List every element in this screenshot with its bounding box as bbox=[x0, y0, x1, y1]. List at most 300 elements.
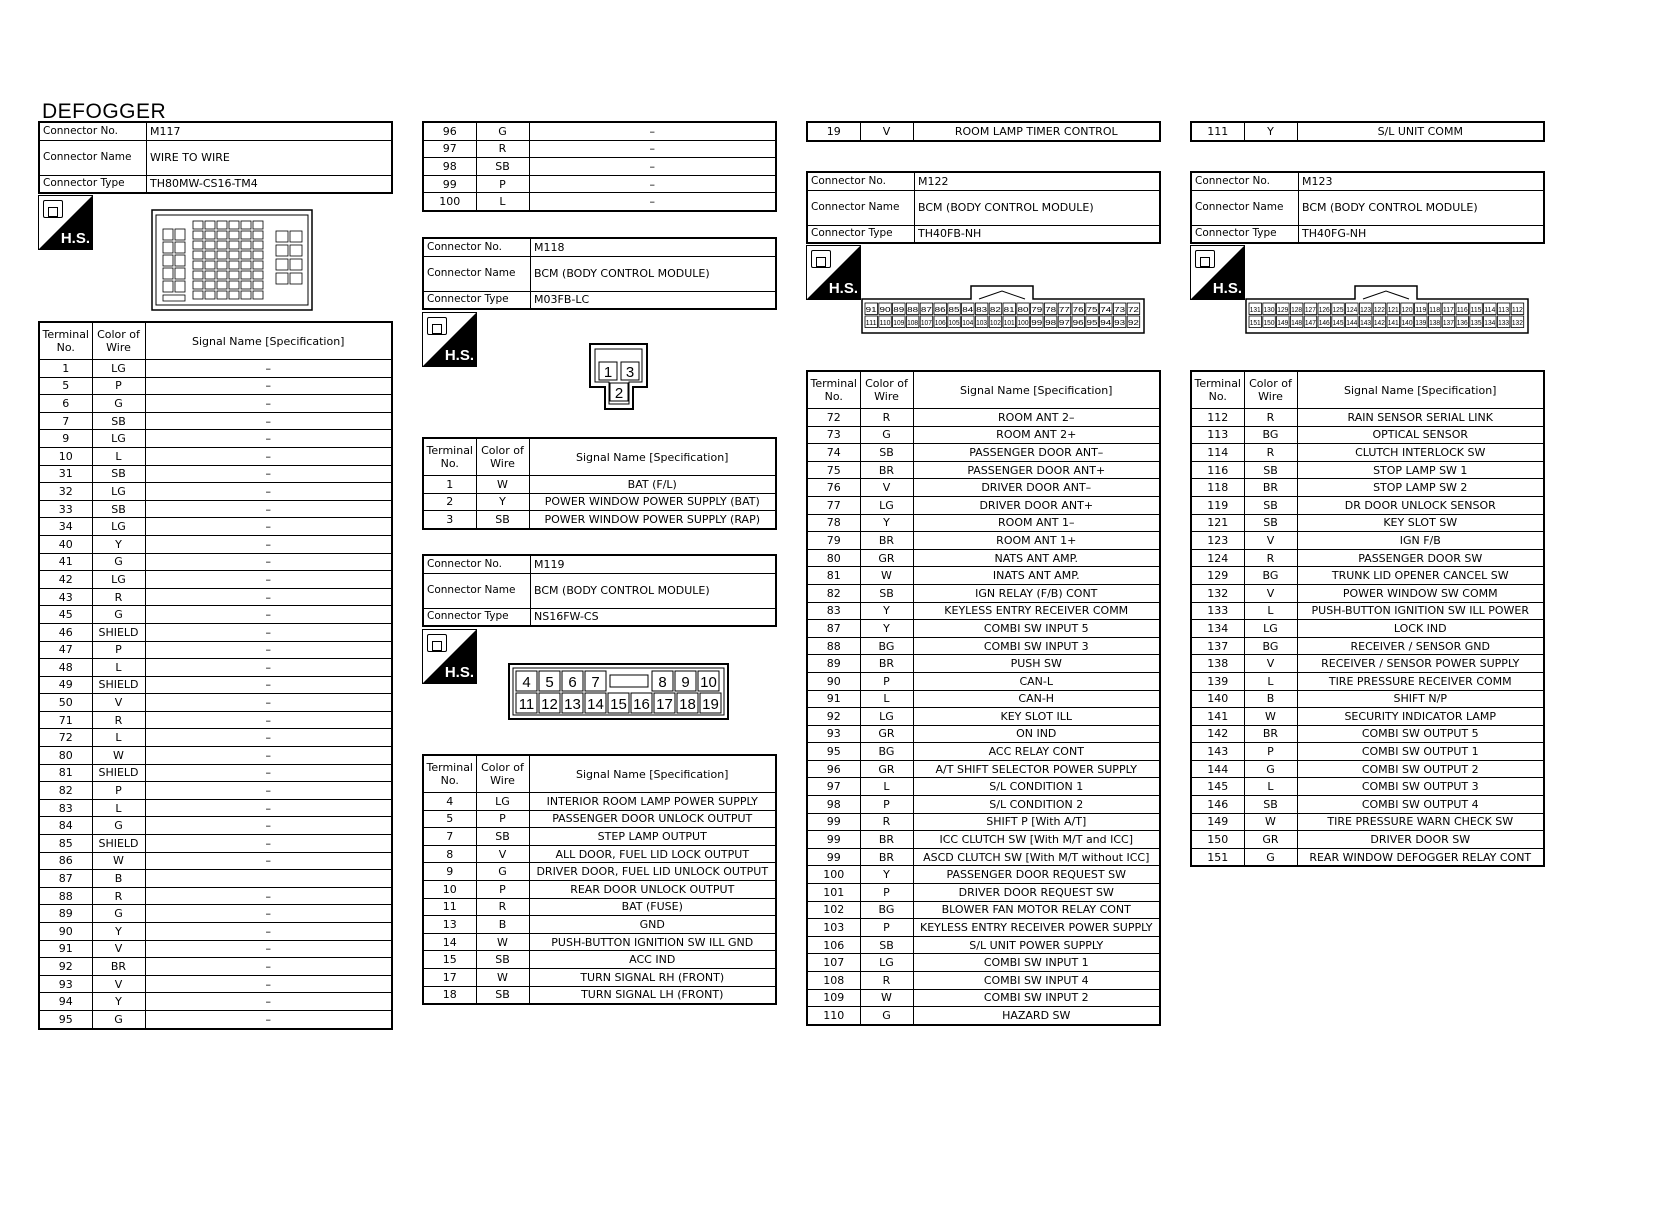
color-cell: R bbox=[476, 140, 529, 158]
signal-cell: – bbox=[145, 887, 392, 905]
table-row bbox=[39, 817, 392, 835]
color-cell: W bbox=[860, 567, 913, 585]
table-row bbox=[1191, 444, 1544, 462]
signal-cell: – bbox=[529, 193, 776, 211]
m122-pin: 100 bbox=[1017, 320, 1029, 327]
table-row bbox=[39, 905, 392, 923]
table-row bbox=[39, 465, 392, 483]
signal-cell: ROOM ANT 2– bbox=[913, 409, 1160, 427]
m123-type: TH40FG-NH bbox=[1299, 225, 1545, 243]
terminal-cell: 8 bbox=[423, 845, 476, 863]
table-row bbox=[1191, 655, 1544, 673]
color-cell: SB bbox=[860, 936, 913, 954]
table-row bbox=[423, 916, 776, 934]
m122-pin: 110 bbox=[879, 320, 891, 327]
m122-pin: 87 bbox=[920, 307, 933, 314]
terminal-cell: 5 bbox=[39, 377, 92, 395]
table-row bbox=[1191, 409, 1544, 427]
m122-pin: 98 bbox=[1045, 320, 1057, 327]
terminal-cell: 32 bbox=[39, 483, 92, 501]
terminal-cell: 89 bbox=[807, 655, 860, 673]
terminal-cell: 81 bbox=[39, 764, 92, 782]
m118-grid bbox=[422, 437, 777, 530]
terminal-cell: 78 bbox=[807, 514, 860, 532]
label-connector-name: Connector Name bbox=[807, 190, 915, 225]
m122-connector-diagram bbox=[861, 285, 1146, 339]
color-cell: BR bbox=[1244, 479, 1297, 497]
terminal-cell: 113 bbox=[1191, 426, 1244, 444]
signal-cell: KEY SLOT ILL bbox=[913, 708, 1160, 726]
signal-cell: ALL DOOR, FUEL LID LOCK OUTPUT bbox=[529, 845, 776, 863]
terminal-cell: 33 bbox=[39, 500, 92, 518]
terminal-cell: 19 bbox=[807, 122, 860, 141]
table-row bbox=[807, 690, 1160, 708]
table-row bbox=[39, 500, 392, 518]
signal-cell: COMBI SW INPUT 5 bbox=[913, 620, 1160, 638]
signal-cell: – bbox=[145, 360, 392, 378]
m123-pin: 121 bbox=[1387, 307, 1399, 314]
m123-pin: 131 bbox=[1249, 307, 1261, 314]
table-row bbox=[807, 584, 1160, 602]
table-row bbox=[423, 951, 776, 969]
signal-cell bbox=[145, 870, 392, 888]
terminal-cell: 41 bbox=[39, 553, 92, 571]
color-cell: P bbox=[860, 884, 913, 902]
color-cell: Y bbox=[860, 866, 913, 884]
header-color: Color of Wire bbox=[860, 371, 913, 409]
m119-no: M119 bbox=[531, 555, 777, 573]
terminal-cell: 9 bbox=[39, 430, 92, 448]
table-row bbox=[1191, 567, 1544, 585]
table-row bbox=[807, 672, 1160, 690]
hs-label: H.S. bbox=[444, 347, 474, 364]
terminal-cell: 1 bbox=[423, 476, 476, 494]
terminal-cell: 141 bbox=[1191, 708, 1244, 726]
signal-cell: ACC IND bbox=[529, 951, 776, 969]
table-row bbox=[39, 782, 392, 800]
color-cell: B bbox=[1244, 690, 1297, 708]
terminal-cell: 138 bbox=[1191, 655, 1244, 673]
label-connector-type: Connector Type bbox=[423, 291, 531, 309]
signal-cell: – bbox=[145, 729, 392, 747]
table-row bbox=[39, 588, 392, 606]
m122-info bbox=[806, 171, 1161, 244]
m117-terminal-table bbox=[38, 321, 393, 1030]
color-cell: BR bbox=[860, 831, 913, 849]
color-cell: LG bbox=[476, 793, 529, 811]
color-cell: LG bbox=[92, 483, 145, 501]
signal-cell: – bbox=[529, 140, 776, 158]
m123-pin: 146 bbox=[1318, 320, 1330, 327]
terminal-cell: 129 bbox=[1191, 567, 1244, 585]
terminal-cell: 4 bbox=[423, 793, 476, 811]
table-row bbox=[807, 655, 1160, 673]
header-color: Color of Wire bbox=[476, 755, 529, 793]
color-cell: V bbox=[92, 694, 145, 712]
table-row bbox=[423, 845, 776, 863]
hs-label: H.S. bbox=[1212, 280, 1242, 297]
terminal-cell: 89 bbox=[39, 905, 92, 923]
signal-cell: COMBI SW OUTPUT 5 bbox=[1297, 725, 1544, 743]
color-cell: L bbox=[1244, 672, 1297, 690]
label-connector-type: Connector Type bbox=[423, 608, 531, 626]
signal-cell: – bbox=[145, 606, 392, 624]
m118-connector-diagram bbox=[589, 343, 649, 415]
m122-pin: 86 bbox=[934, 307, 946, 314]
m122-pin: 99 bbox=[1031, 320, 1043, 327]
terminal-cell: 1 bbox=[39, 360, 92, 378]
color-cell: LG bbox=[1244, 620, 1297, 638]
m123-grid bbox=[1190, 370, 1545, 867]
terminal-cell: 71 bbox=[39, 711, 92, 729]
m122-pin: 109 bbox=[893, 320, 905, 327]
signal-cell: – bbox=[145, 694, 392, 712]
color-cell: GR bbox=[860, 760, 913, 778]
color-cell: V bbox=[1244, 584, 1297, 602]
color-cell: P bbox=[1244, 743, 1297, 761]
m117-name: WIRE TO WIRE bbox=[147, 140, 393, 175]
signal-cell: – bbox=[145, 905, 392, 923]
terminal-cell: 84 bbox=[39, 817, 92, 835]
m122-pin: 80 bbox=[1017, 307, 1029, 314]
m122-no: M122 bbox=[915, 172, 1161, 190]
signal-cell: – bbox=[145, 571, 392, 589]
m117-connector-svg bbox=[151, 209, 314, 311]
table-row bbox=[39, 659, 392, 677]
table-row bbox=[423, 863, 776, 881]
terminal-cell: 91 bbox=[39, 940, 92, 958]
color-cell: V bbox=[860, 479, 913, 497]
table-row bbox=[423, 968, 776, 986]
color-cell: SB bbox=[1244, 796, 1297, 814]
color-cell: P bbox=[92, 782, 145, 800]
table-row bbox=[1191, 122, 1544, 141]
terminal-cell: 132 bbox=[1191, 584, 1244, 602]
terminal-cell: 10 bbox=[39, 447, 92, 465]
header-terminal: Terminal No. bbox=[423, 755, 476, 793]
color-cell: SHIELD bbox=[92, 676, 145, 694]
signal-cell: ASCD CLUTCH SW [With M/T without ICC] bbox=[913, 848, 1160, 866]
color-cell: Y bbox=[92, 923, 145, 941]
m119-pin: 9 bbox=[681, 674, 690, 691]
color-cell: SB bbox=[476, 986, 529, 1004]
table-row bbox=[39, 447, 392, 465]
color-cell: R bbox=[1244, 444, 1297, 462]
terminal-cell: 85 bbox=[39, 835, 92, 853]
signal-cell: SHIFT N/P bbox=[1297, 690, 1544, 708]
table-row bbox=[423, 476, 776, 494]
signal-cell: ROOM ANT 2+ bbox=[913, 426, 1160, 444]
m122-pin: 111 bbox=[865, 320, 877, 327]
m123-pin: 114 bbox=[1484, 307, 1496, 314]
color-cell: W bbox=[860, 989, 913, 1007]
signal-cell: – bbox=[145, 430, 392, 448]
color-cell: V bbox=[92, 940, 145, 958]
hs-icon bbox=[1190, 245, 1245, 300]
hs-icon bbox=[38, 195, 93, 250]
table-row bbox=[39, 641, 392, 659]
m123-pin: 138 bbox=[1429, 320, 1441, 327]
m123-pin: 132 bbox=[1511, 320, 1523, 327]
terminal-cell: 106 bbox=[807, 936, 860, 954]
color-cell: L bbox=[92, 729, 145, 747]
color-cell: G bbox=[92, 606, 145, 624]
signal-cell: STEP LAMP OUTPUT bbox=[529, 828, 776, 846]
m122-pin: 83 bbox=[976, 307, 988, 314]
color-cell: BR bbox=[1244, 725, 1297, 743]
table-row bbox=[39, 535, 392, 553]
table-row bbox=[39, 412, 392, 430]
terminal-cell: 94 bbox=[39, 993, 92, 1011]
signal-cell: GND bbox=[529, 916, 776, 934]
table-row bbox=[423, 122, 776, 140]
color-cell: W bbox=[476, 933, 529, 951]
terminal-cell: 74 bbox=[807, 444, 860, 462]
signal-cell: – bbox=[145, 676, 392, 694]
color-cell: SB bbox=[860, 584, 913, 602]
color-cell: LG bbox=[92, 360, 145, 378]
m119-pin: 8 bbox=[658, 674, 667, 691]
terminal-cell: 91 bbox=[807, 690, 860, 708]
terminal-cell: 83 bbox=[807, 602, 860, 620]
color-cell: L bbox=[1244, 602, 1297, 620]
header-color: Color of Wire bbox=[476, 438, 529, 476]
color-cell: SB bbox=[476, 951, 529, 969]
signal-cell: COMBI SW OUTPUT 4 bbox=[1297, 796, 1544, 814]
signal-cell: REAR WINDOW DEFOGGER RELAY CONT bbox=[1297, 848, 1544, 866]
color-cell: W bbox=[1244, 708, 1297, 726]
table-row bbox=[1191, 584, 1544, 602]
terminal-cell: 81 bbox=[807, 567, 860, 585]
table-row bbox=[423, 793, 776, 811]
color-cell: V bbox=[1244, 532, 1297, 550]
signal-cell: CAN-H bbox=[913, 690, 1160, 708]
signal-cell: COMBI SW OUTPUT 3 bbox=[1297, 778, 1544, 796]
terminal-cell: 72 bbox=[807, 409, 860, 427]
label-connector-no: Connector No. bbox=[807, 172, 915, 190]
table-row bbox=[807, 972, 1160, 990]
color-cell: SHIELD bbox=[92, 623, 145, 641]
header-signal: Signal Name [Specification] bbox=[529, 755, 776, 793]
color-cell: SB bbox=[92, 500, 145, 518]
terminal-cell: 116 bbox=[1191, 461, 1244, 479]
terminal-cell: 45 bbox=[39, 606, 92, 624]
table-row bbox=[1191, 602, 1544, 620]
table-row bbox=[1191, 637, 1544, 655]
m122-grid bbox=[806, 370, 1161, 1026]
terminal-cell: 90 bbox=[807, 672, 860, 690]
column-1 bbox=[38, 121, 393, 194]
m123-pin: 133 bbox=[1498, 320, 1510, 327]
signal-cell: RAIN SENSOR SERIAL LINK bbox=[1297, 409, 1544, 427]
signal-cell: REAR DOOR UNLOCK OUTPUT bbox=[529, 880, 776, 898]
table-row bbox=[807, 989, 1160, 1007]
signal-cell: POWER WINDOW SW COMM bbox=[1297, 584, 1544, 602]
signal-cell: KEY SLOT SW bbox=[1297, 514, 1544, 532]
m123-pin: 118 bbox=[1429, 307, 1441, 314]
m119-pin: 6 bbox=[568, 674, 577, 691]
signal-cell: S/L CONDITION 2 bbox=[913, 796, 1160, 814]
table-row bbox=[39, 799, 392, 817]
signal-cell: S/L UNIT POWER SUPPLY bbox=[913, 936, 1160, 954]
color-cell: SB bbox=[1244, 496, 1297, 514]
signal-cell: – bbox=[145, 447, 392, 465]
table-row bbox=[807, 1007, 1160, 1025]
signal-cell: – bbox=[145, 588, 392, 606]
table-row bbox=[807, 848, 1160, 866]
signal-cell: ROOM LAMP TIMER CONTROL bbox=[913, 122, 1160, 141]
signal-cell: PASSENGER DOOR UNLOCK OUTPUT bbox=[529, 810, 776, 828]
signal-cell: – bbox=[145, 711, 392, 729]
m122-pin: 94 bbox=[1100, 320, 1112, 327]
table-row bbox=[423, 810, 776, 828]
label-connector-no: Connector No. bbox=[423, 238, 531, 256]
signal-cell: COMBI SW INPUT 4 bbox=[913, 972, 1160, 990]
table-row bbox=[39, 993, 392, 1011]
terminal-cell: 42 bbox=[39, 571, 92, 589]
table-row bbox=[1191, 760, 1544, 778]
m119-continued-table bbox=[806, 121, 1161, 142]
terminal-cell: 88 bbox=[807, 637, 860, 655]
m123-pin: 127 bbox=[1304, 307, 1316, 314]
table-row bbox=[1191, 796, 1544, 814]
color-cell: G bbox=[1244, 848, 1297, 866]
table-row bbox=[1191, 461, 1544, 479]
m123-pin: 137 bbox=[1442, 320, 1454, 327]
m122-pin: 104 bbox=[962, 320, 974, 327]
table-row bbox=[807, 637, 1160, 655]
m119-pin: 18 bbox=[679, 696, 696, 713]
m117-type: TH80MW-CS16-TM4 bbox=[147, 175, 393, 193]
terminal-cell: 43 bbox=[39, 588, 92, 606]
label-connector-name: Connector Name bbox=[39, 140, 147, 175]
color-cell: Y bbox=[860, 602, 913, 620]
table-row bbox=[423, 511, 776, 529]
color-cell: R bbox=[476, 898, 529, 916]
m119-info-table bbox=[422, 554, 777, 627]
signal-cell: POWER WINDOW POWER SUPPLY (RAP) bbox=[529, 511, 776, 529]
m122-pin: 102 bbox=[989, 320, 1001, 327]
terminal-cell: 112 bbox=[1191, 409, 1244, 427]
terminal-cell: 99 bbox=[423, 175, 476, 193]
m119-info bbox=[422, 554, 777, 627]
table-row bbox=[39, 711, 392, 729]
signal-cell: BAT (F/L) bbox=[529, 476, 776, 494]
color-cell: BR bbox=[860, 848, 913, 866]
m123-pin: 151 bbox=[1249, 320, 1261, 327]
m122-pin: 101 bbox=[1003, 320, 1015, 327]
color-cell: BG bbox=[1244, 426, 1297, 444]
table-row bbox=[423, 158, 776, 176]
table-row bbox=[39, 553, 392, 571]
table-row bbox=[807, 426, 1160, 444]
terminal-cell: 111 bbox=[1191, 122, 1244, 141]
terminal-cell: 109 bbox=[807, 989, 860, 1007]
m122-pin: 76 bbox=[1072, 307, 1084, 314]
header-terminal: Terminal No. bbox=[807, 371, 860, 409]
signal-cell: KEYLESS ENTRY RECEIVER COMM bbox=[913, 602, 1160, 620]
terminal-cell: 92 bbox=[807, 708, 860, 726]
table-row bbox=[807, 901, 1160, 919]
color-cell: L bbox=[476, 193, 529, 211]
signal-cell: COMBI SW INPUT 3 bbox=[913, 637, 1160, 655]
table-row bbox=[423, 140, 776, 158]
m123-pin: 128 bbox=[1291, 307, 1303, 314]
color-cell: SB bbox=[1244, 514, 1297, 532]
m123-pin: 149 bbox=[1277, 320, 1289, 327]
table-row bbox=[39, 518, 392, 536]
m117-connector-diagram bbox=[151, 209, 314, 315]
signal-cell: – bbox=[145, 975, 392, 993]
table-row bbox=[807, 567, 1160, 585]
hs-icon bbox=[422, 312, 477, 367]
color-cell: P bbox=[92, 641, 145, 659]
color-cell: R bbox=[860, 813, 913, 831]
color-cell: R bbox=[92, 711, 145, 729]
signal-cell: DRIVER DOOR SW bbox=[1297, 831, 1544, 849]
m122-pin: 96 bbox=[1072, 320, 1084, 327]
signal-cell: – bbox=[145, 412, 392, 430]
color-cell: V bbox=[476, 845, 529, 863]
signal-cell: – bbox=[145, 817, 392, 835]
color-cell: G bbox=[1244, 760, 1297, 778]
table-row bbox=[39, 483, 392, 501]
terminal-cell: 142 bbox=[1191, 725, 1244, 743]
terminal-cell: 100 bbox=[807, 866, 860, 884]
table-row bbox=[39, 360, 392, 378]
terminal-cell: 50 bbox=[39, 694, 92, 712]
signal-cell: – bbox=[145, 659, 392, 677]
column-4 bbox=[1190, 121, 1545, 142]
color-cell: R bbox=[1244, 549, 1297, 567]
label-connector-name: Connector Name bbox=[423, 256, 531, 291]
color-cell: SHIELD bbox=[92, 835, 145, 853]
table-row bbox=[39, 764, 392, 782]
terminal-cell: 76 bbox=[807, 479, 860, 497]
terminal-cell: 101 bbox=[807, 884, 860, 902]
table-row bbox=[39, 694, 392, 712]
signal-cell: PUSH-BUTTON IGNITION SW ILL POWER bbox=[1297, 602, 1544, 620]
signal-cell: COMBI SW OUTPUT 1 bbox=[1297, 743, 1544, 761]
terminal-cell: 86 bbox=[39, 852, 92, 870]
m118-pin-3: 3 bbox=[625, 364, 635, 381]
signal-cell: CLUTCH INTERLOCK SW bbox=[1297, 444, 1544, 462]
terminal-cell: 13 bbox=[423, 916, 476, 934]
signal-cell: A/T SHIFT SELECTOR POWER SUPPLY bbox=[913, 760, 1160, 778]
table-row bbox=[807, 866, 1160, 884]
terminal-cell: 98 bbox=[423, 158, 476, 176]
terminal-cell: 118 bbox=[1191, 479, 1244, 497]
m118-terminal-table bbox=[422, 437, 777, 530]
table-row bbox=[1191, 532, 1544, 550]
color-cell: L bbox=[92, 659, 145, 677]
header-terminal: Terminal No. bbox=[423, 438, 476, 476]
color-cell: B bbox=[92, 870, 145, 888]
color-cell: LG bbox=[92, 571, 145, 589]
m118-name: BCM (BODY CONTROL MODULE) bbox=[531, 256, 777, 291]
table-row bbox=[807, 549, 1160, 567]
label-connector-name: Connector Name bbox=[423, 573, 531, 608]
table-row bbox=[807, 514, 1160, 532]
signal-cell: POWER WINDOW POWER SUPPLY (BAT) bbox=[529, 493, 776, 511]
signal-cell: TIRE PRESSURE RECEIVER COMM bbox=[1297, 672, 1544, 690]
m122-continued-table bbox=[1190, 121, 1545, 142]
color-cell: G bbox=[476, 122, 529, 140]
color-cell: SB bbox=[476, 828, 529, 846]
m123-pin: 141 bbox=[1387, 320, 1399, 327]
m123-pin: 115 bbox=[1470, 307, 1482, 314]
m123-pin: 143 bbox=[1360, 320, 1372, 327]
